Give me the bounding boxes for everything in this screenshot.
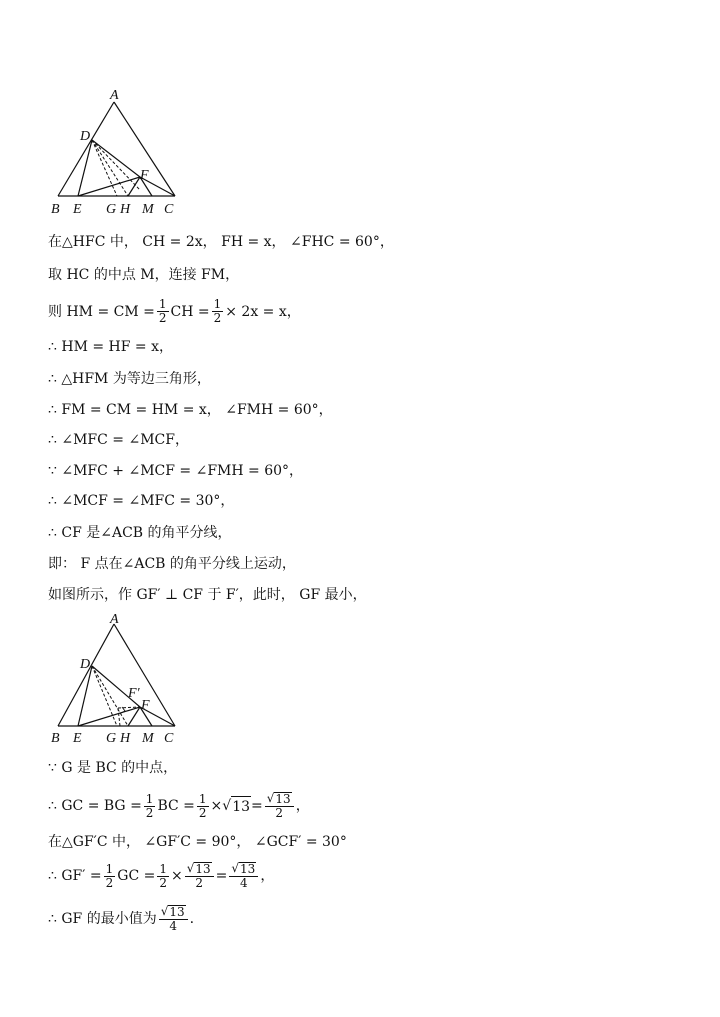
label-E: E [73, 731, 82, 746]
fraction-root13-over-4: √ 13 4 [229, 862, 258, 890]
label-G: G [106, 731, 117, 746]
step-16: ∴ GF′ = $\frac{1}{2}$ GC = $\frac{1}{2}$ × √ 13 2 = √ 13 4 ， [48, 861, 275, 890]
step-9: ∴ ∠MCF = ∠MFC = 30°， [48, 493, 235, 509]
label-B: B [51, 731, 60, 746]
label-D: D [80, 129, 91, 144]
label-F-prime: F′ [128, 686, 140, 701]
label-E: E [73, 202, 82, 217]
label-M: M [142, 731, 154, 746]
label-D: D [80, 657, 91, 672]
step-15: 在△GF′C 中， ∠GF′C = 90°， ∠GCF′ = 30° [48, 834, 347, 850]
step-14: ∴ GC = BG = $\frac{1}{2}$ BC = $\frac{1}{2}$ × √ 13 = √ 13 2 ， [48, 791, 310, 820]
fraction-half: $\frac{1}{2}$ [105, 861, 114, 890]
fraction-half: $\frac{1}{2}$ [159, 861, 167, 890]
label-A: A [110, 88, 119, 103]
label-A: A [110, 612, 119, 627]
fraction-root13-over-2: √ 13 2 [265, 792, 294, 820]
fraction-half: $\frac{1}{2}$ [158, 297, 167, 325]
step-13: ∵ G 是 BC 的中点， [48, 760, 178, 776]
fraction-half: $\frac{1}{2}$ [198, 791, 207, 820]
geometry-figure-1 [40, 86, 200, 220]
step-17: ∴ GF 的最小值为 √ 13 4 . [48, 904, 195, 933]
fraction-root13-over-4: √ 13 4 [159, 905, 188, 933]
step-1: 在△HFC 中， CH = 2x， FH = x， ∠FHC = 60°， [48, 234, 394, 250]
label-C: C [164, 731, 174, 746]
step-10: ∴ CF 是∠ACB 的角平分线， [48, 525, 232, 541]
label-B: B [51, 202, 60, 217]
step-6: ∴ FM = CM = HM = x， ∠FMH = 60°， [48, 402, 333, 418]
label-M: M [142, 202, 154, 217]
step-5: ∴ △HFM 为等边三角形， [48, 371, 211, 387]
label-H: H [120, 202, 131, 217]
step-3: 则 HM = CM = $\frac{1}{2}$ CH = $\frac{1}{2}$ × 2x = x， [48, 297, 301, 325]
label-G: G [106, 202, 117, 217]
fraction-half: $\frac{1}{2}$ [145, 791, 154, 820]
label-F: F [140, 168, 149, 183]
step-2: 取 HC 的中点 M，连接 FM， [48, 267, 240, 283]
step-8: ∵ ∠MFC + ∠MCF = ∠FMH = 60°， [48, 463, 304, 479]
step-12: 如图所示，作 GF′ ⊥ CF 于 F′，此时， GF 最小， [48, 587, 367, 603]
label-H: H [120, 731, 131, 746]
sqrt-13: √ 13 [222, 797, 251, 815]
fraction-half: $\frac{1}{2}$ [213, 297, 222, 325]
step-4: ∴ HM = HF = x， [48, 339, 173, 355]
step-7: ∴ ∠MFC = ∠MCF， [48, 432, 189, 448]
step-11: 即： F 点在∠ACB 的角平分线上运动， [48, 556, 296, 572]
fraction-root13-over-2: √ 13 2 [185, 862, 214, 890]
figure-1-svg [40, 86, 200, 220]
geometry-figure-2 [40, 612, 200, 746]
label-C: C [164, 202, 174, 217]
label-F: F [141, 698, 150, 713]
figure-2-svg [40, 612, 200, 746]
